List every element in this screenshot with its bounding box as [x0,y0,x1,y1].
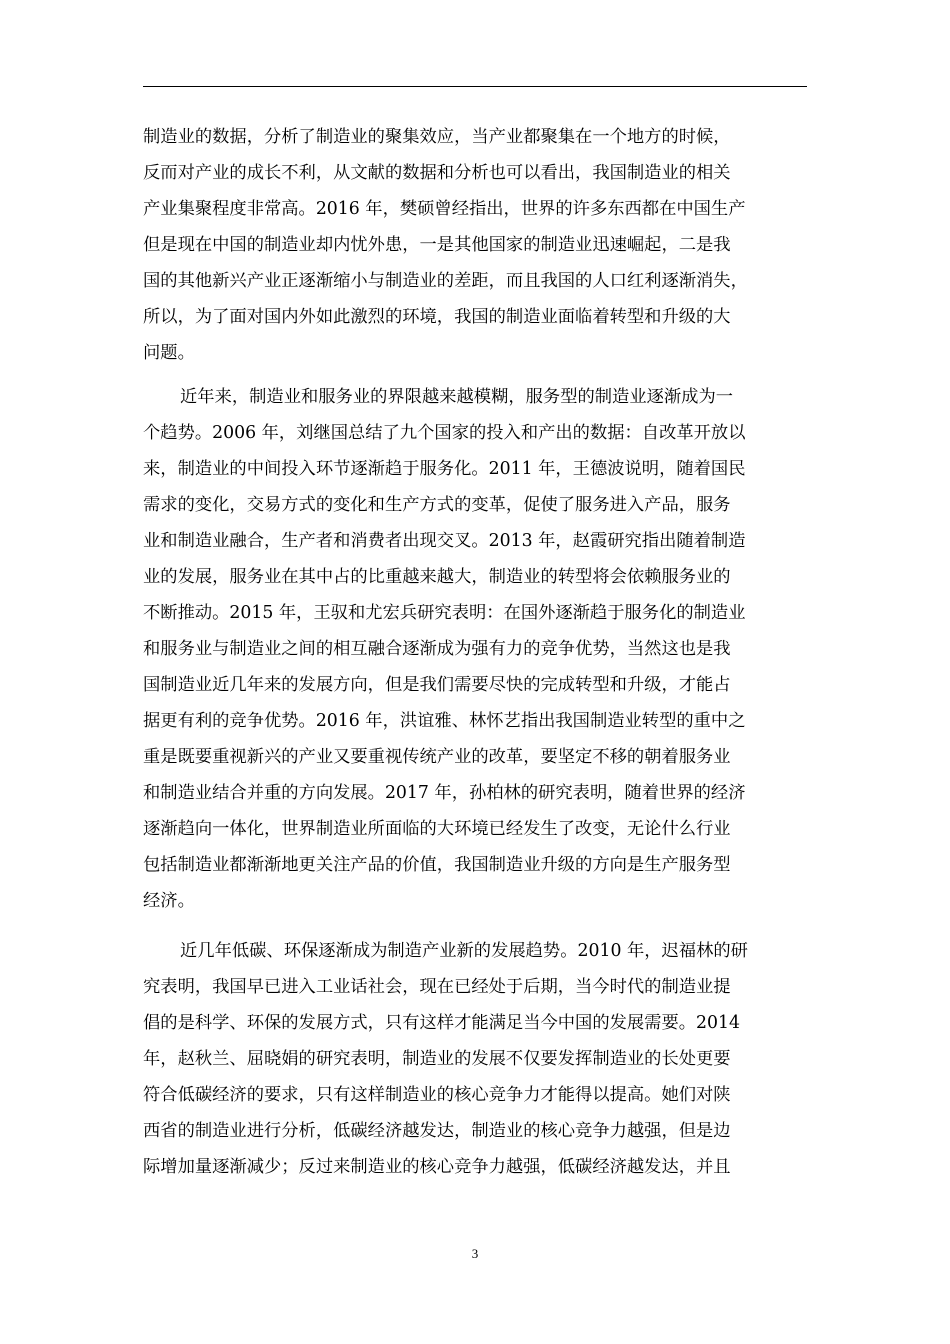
paragraph-2-line-1: 近年来，制造业和服务业的界限越来越模糊，服务型的制造业逐渐成为一 [180,387,734,407]
paragraph-3-line-3: 倡的是科学、环保的发展方式，只有这样才能满足当今中国的发展需要。2014 [143,1013,740,1033]
paragraph-3-line-4: 年，赵秋兰、屈晓娟的研究表明，制造业的发展不仅要发挥制造业的长处更要 [143,1049,731,1069]
paragraph-2-line-9: 国制造业近几年来的发展方向，但是我们需要尽快的完成转型和升级，才能占 [143,675,731,695]
page-number: 3 [471,1246,479,1261]
paragraph-2-line-11: 重是既要重视新兴的产业又要重视传统产业的改革，要坚定不移的朝着服务业 [143,747,731,767]
paragraph-2-line-8: 和服务业与制造业之间的相互融合逐渐成为强有力的竞争优势，当然这也是我 [143,639,731,659]
paragraph-2-line-15: 经济。 [143,891,195,911]
paragraph-2-line-6: 业的发展，服务业在其中占的比重越来越大，制造业的转型将会依赖服务业的 [143,567,731,587]
paragraph-1-line-1: 制造业的数据，分析了制造业的聚集效应，当产业都聚集在一个地方的时候， [143,127,731,147]
paragraph-3-line-6: 西省的制造业进行分析，低碳经济越发达，制造业的核心竞争力越强，但是边 [143,1121,731,1141]
paragraph-2-line-2: 个趋势。2006 年，刘继国总结了九个国家的投入和产出的数据：自改革开放以 [143,423,746,443]
paragraph-2-line-3: 来，制造业的中间投入环节逐渐趋于服务化。2011 年，王德波说明，随着国民 [143,459,746,479]
paragraph-2-line-12: 和制造业结合并重的方向发展。2017 年，孙柏林的研究表明，随着世界的经济 [143,783,746,803]
paragraph-1-line-5: 国的其他新兴产业正逐渐缩小与制造业的差距，而且我国的人口红利逐渐消失， [143,271,748,291]
paragraph-2-line-13: 逐渐趋向一体化，世界制造业所面临的大环境已经发生了改变，无论什么行业 [143,819,731,839]
paragraph-3-line-7: 际增加量逐渐减少；反过来制造业的核心竞争力越强，低碳经济越发达，并且 [143,1157,731,1177]
paragraph-3-line-5: 符合低碳经济的要求，只有这样制造业的核心竞争力才能得以提高。她们对陕 [143,1085,731,1105]
paragraph-1-line-7: 问题。 [143,343,195,363]
paragraph-2-line-5: 业和制造业融合，生产者和消费者出现交叉。2013 年，赵霞研究指出随着制造 [143,531,746,551]
header-rule [143,86,807,87]
paragraph-2-line-10: 据更有利的竞争优势。2016 年，洪谊雅、林怀艺指出我国制造业转型的重中之 [143,711,746,731]
paragraph-3-line-1: 近几年低碳、环保逐渐成为制造产业新的发展趋势。2010 年，迟福林的研 [180,941,748,961]
paragraph-1-line-3: 产业集聚程度非常高。2016 年，樊硕曾经指出，世界的许多东西都在中国生产 [143,199,746,219]
paragraph-1-line-4: 但是现在中国的制造业却内忧外患，一是其他国家的制造业迅速崛起，二是我 [143,235,731,255]
paragraph-1-line-6: 所以，为了面对国内外如此激烈的环境，我国的制造业面临着转型和升级的大 [143,307,731,327]
paragraph-1-line-2: 反而对产业的成长不利，从文献的数据和分析也可以看出，我国制造业的相关 [143,163,731,183]
paragraph-2-line-4: 需求的变化，交易方式的变化和生产方式的变革，促使了服务进入产品，服务 [143,495,731,515]
paragraph-2-line-14: 包括制造业都渐渐地更关注产品的价值，我国制造业升级的方向是生产服务型 [143,855,731,875]
paragraph-2-line-7: 不断推动。2015 年，王驭和尤宏兵研究表明：在国外逐渐趋于服务化的制造业 [143,603,746,623]
paragraph-3-line-2: 究表明，我国早已进入工业话社会，现在已经处于后期，当今时代的制造业提 [143,977,731,997]
